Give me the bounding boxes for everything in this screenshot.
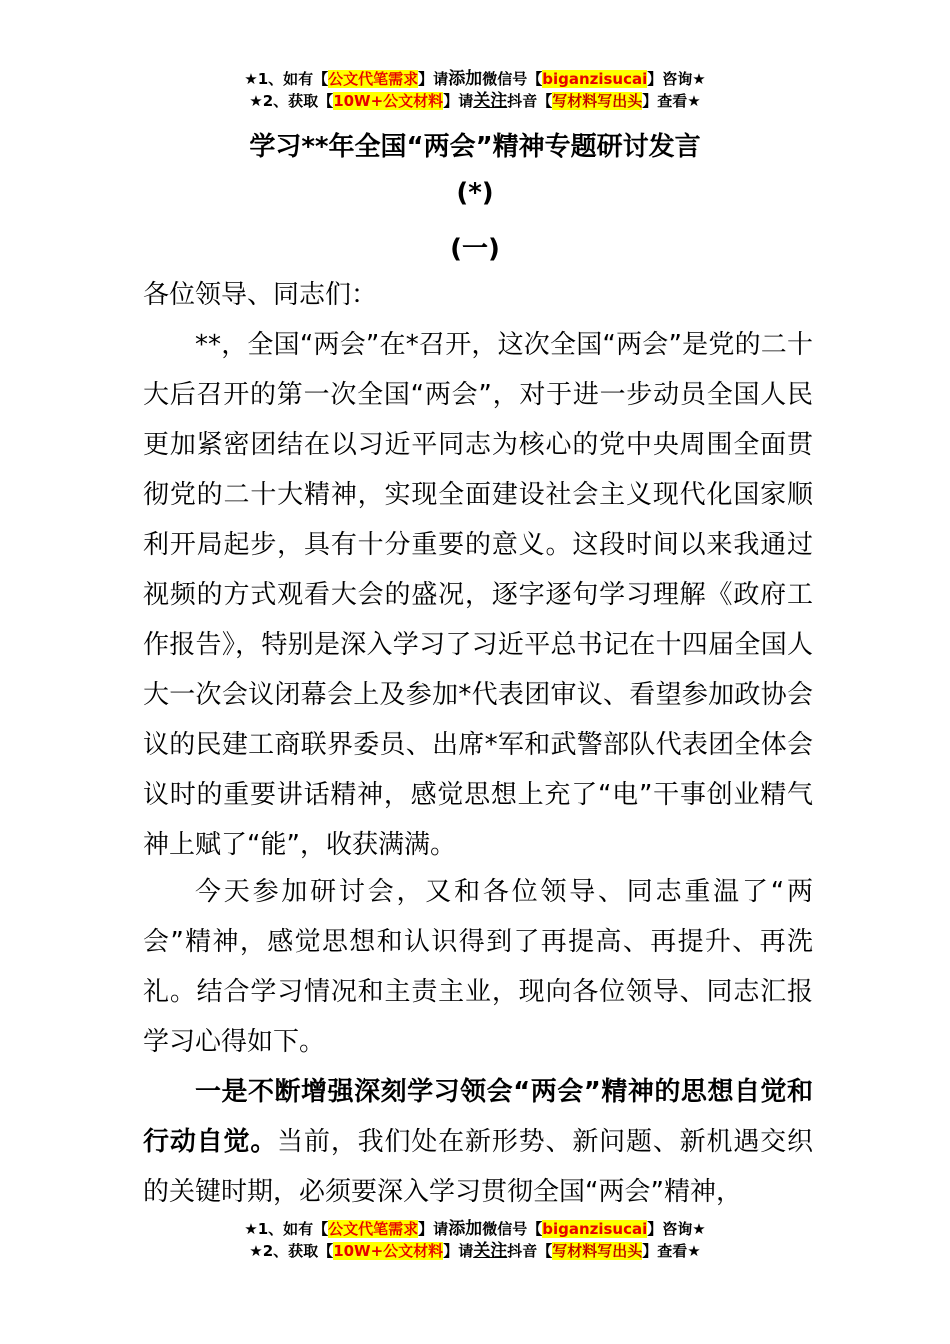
banner-text: 抖音【 (507, 1242, 553, 1260)
paragraph-text (143, 1067, 813, 1217)
highlight-service: 公文代笔需求 (328, 70, 419, 88)
paragraph-3 (143, 1067, 813, 1217)
banner-text: 微信号【 (482, 70, 543, 88)
banner-text: ★2、获取【 (249, 92, 334, 110)
banner-text: 添加 (448, 1219, 483, 1239)
banner-line-2 (0, 90, 950, 112)
banner-text: 】请 (443, 1242, 474, 1260)
banner-text: 】请 (418, 70, 449, 88)
banner-text: 】查看★ (642, 92, 701, 110)
greeting (143, 270, 813, 320)
banner-line-1 (0, 68, 950, 90)
bottom-ad-banner (0, 1218, 950, 1262)
greeting-text: 各位领导、同志们： (143, 280, 378, 310)
banner-text: 关注 (473, 1241, 508, 1261)
paragraph-heading: 一是不断增强深刻学习领会“两会”精神的思想自觉和行动自觉。 (143, 1077, 813, 1157)
document-subtitle: (*) (456, 178, 494, 208)
banner-text: 添加 (448, 69, 483, 89)
banner-text: ★1、如有【 (244, 70, 329, 88)
paragraph-1 (143, 320, 813, 870)
banner-text: 】请 (443, 92, 474, 110)
highlight-materials: 10W+公文材料 (333, 92, 444, 110)
banner-text: 】请 (418, 1220, 449, 1238)
wechat-id: biganzisucai (542, 1220, 648, 1238)
paragraph-body: 当前，我们处在新形势、新问题、新机遇交织的关键时期，必须要深入学习贯彻全国“两会”精神， (143, 1127, 813, 1207)
banner-line-1 (0, 1218, 950, 1240)
banner-text: ★2、获取【 (249, 1242, 334, 1260)
banner-text: 】咨询★ (647, 1220, 706, 1238)
document-title: 学习**年全国“两会”精神专题研讨发言 (249, 132, 701, 162)
douyin-account: 写材料写出头 (552, 1242, 643, 1260)
highlight-service: 公文代笔需求 (328, 1220, 419, 1238)
banner-text: 】咨询★ (647, 70, 706, 88)
top-ad-banner (0, 68, 950, 112)
douyin-account: 写材料写出头 (552, 92, 643, 110)
banner-text: ★1、如有【 (244, 1220, 329, 1238)
highlight-materials: 10W+公文材料 (333, 1242, 444, 1260)
paragraph-text: **，全国“两会”在*召开，这次全国“两会”是党的二十大后召开的第一次全国“两会”，对于进一步动员全国人民更加紧密团结在以习近平同志为核心的党中央周围全面贯彻党的二十大精神，实现全面建设社会主义现代化国家顺利开局起步，具有十分重要的意义。这段时间以来我通过视频的方式观看大会的盛况，逐字逐句学习理解《政府工作报告》，特别是深入学习了习近平总书记在十四届全国人大一次会议闭幕会上及参加*代表团审议、看望参加政协会议的民建工商联界委员、出席*军和武警部队代表团全体会议时的重要讲话精神，感觉思想上充了“电”干事创业精气神上赋了“能”，收获满满。 (143, 330, 813, 860)
banner-text: 关注 (473, 91, 508, 111)
wechat-id: biganzisucai (542, 70, 648, 88)
paragraph-2 (143, 867, 813, 1067)
section-number: (一) (450, 234, 500, 264)
banner-text: 】查看★ (642, 1242, 701, 1260)
banner-text: 抖音【 (507, 92, 553, 110)
banner-text: 微信号【 (482, 1220, 543, 1238)
paragraph-text: 今天参加研讨会，又和各位领导、同志重温了“两会”精神，感觉思想和认识得到了再提高、再提升、再洗礼。结合学习情况和主责主业，现向各位领导、同志汇报学习心得如下。 (143, 877, 813, 1057)
banner-line-2 (0, 1240, 950, 1262)
